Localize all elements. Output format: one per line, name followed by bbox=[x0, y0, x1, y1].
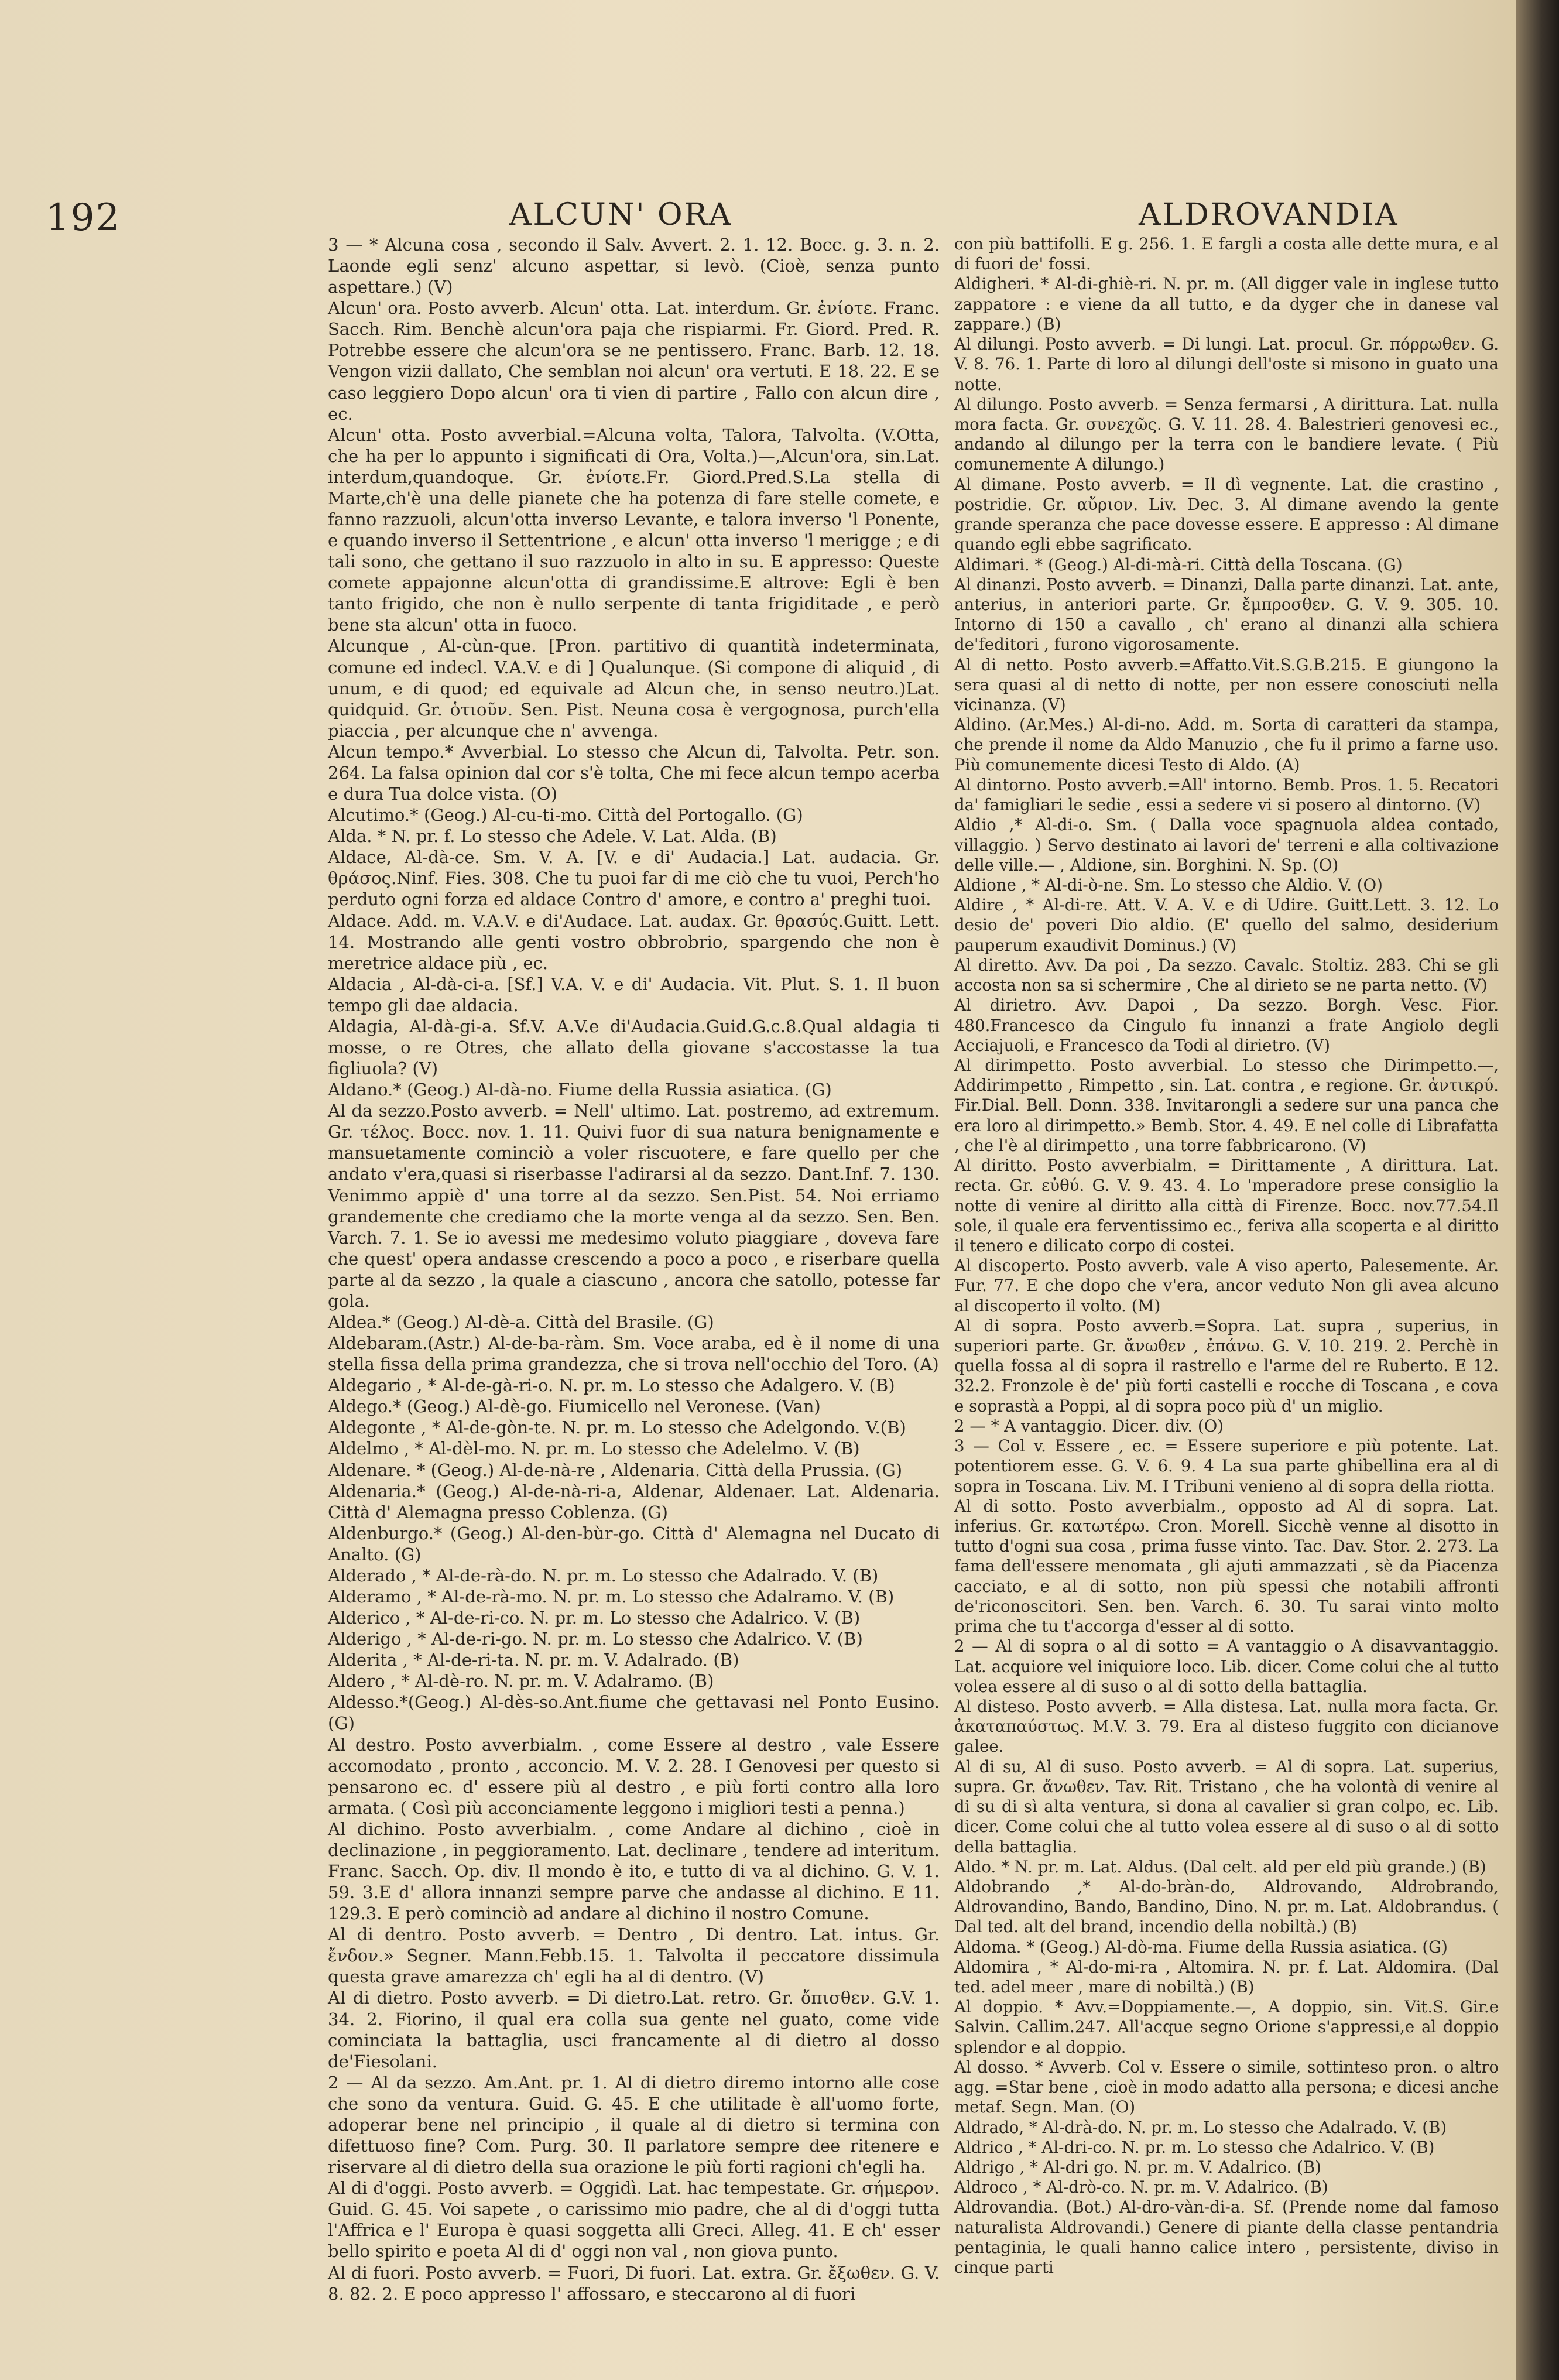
dictionary-entry: Alderigo , * Al-de-ri-go. N. pr. m. Lo stesso che Adalrico. V. (B) bbox=[328, 1629, 863, 1649]
dictionary-entry: con più battifolli. E g. 256. 1. E fargli a costa alle dette mura, e al di fuori de' fossi. bbox=[954, 234, 1499, 274]
dictionary-entry: Alcun' otta. Posto avverbial.=Alcuna volta, Talora, Talvolta. (V.Otta, che ha per lo appunto i significati di Ora, Volta.)—,Alcun'ora, sin.Lat. interdum,quandoque. Gr. ἐνίοτε.Fr. Giord.Pred.S.La stella di Marte,ch'è una delle pianete che ha potenza di fare stelle comete, e fanno razzuoli, alcun'otta inverso Levante, e talora inverso 'l Ponente, e quando inverso il Settentrione , e alcun' otta inverso 'l merigge ; e di tali sono, che gettano il suo razzuolo in alto in su. E appresso: Queste comete appajonne alcun'otta di grandissime.E altrove: Egli è ben tanto frigido, che non è nullo serpente di tanta frigiditade , e però bene sta alcun' otta in fuoco. bbox=[328, 424, 940, 635]
dictionary-entry: Aldo. * N. pr. m. Lat. Aldus. (Dal celt. ald per eld più grande.) (B) bbox=[954, 1857, 1486, 1876]
dictionary-entry: 2 — Al da sezzo. Am.Ant. pr. 1. Al di dietro diremo intorno alle cose che sono da ventura. Guid. G. 45. E che utilitade è all'uomo forte, adoperar bene nel principio , il quale al di dietro si termina con difettuoso fine? Com. Purg. 30. Il parlatore sempre dee ritenere e riservare al di dietro della sua orazione le più forti ragioni ch'egli ha. bbox=[328, 2072, 940, 2177]
dictionary-entry: 2 — * A vantaggio. Dicer. div. (O) bbox=[954, 1416, 1224, 1436]
running-header bbox=[0, 184, 1516, 239]
dictionary-entry: Al di d'oggi. Posto avverb. = Oggidì. Lat. hac tempestate. Gr. σήμερον. Guid. G. 45. Voi sapete , o carissimo mio padre, che al di d'oggi tutta l'Affrica e l' Europa è quasi soggetta alli Greci. Alleg. 41. E ch' esser bello spirito e poeta Al di d' oggi non val , non giova punto. bbox=[328, 2178, 940, 2262]
dictionary-entry: Al dirietro. Avv. Dapoi , Da sezzo. Borgh. Vesc. Fior. 480.Francesco da Cingulo fu innanzi a frate Angiolo degli Acciajuoli, e Francesco da Todi al dirietro. (V) bbox=[954, 995, 1499, 1055]
dictionary-entry: Al dilungo. Posto avverb. = Senza fermarsi , A dirittura. Lat. nulla mora facta. Gr. συνεχῶς. G. V. 11. 28. 4. Balestrieri genovesi ec., andando al dilungo per la terra con le bandiere levate. ( Più comunemente A dilungo.) bbox=[954, 394, 1499, 474]
dictionary-entry: Al diritto. Posto avverbialm. = Dirittamente , A dirittura. Lat. recta. Gr. εὐθύ. G. V. 9. 43. 4. Lo 'mperadore prese consiglio la notte di venire al diritto alla città di Firenze. Bocc. nov.77.54.Il sole, il quale era ferventissimo ec., feriva alla scoperta e al diritto il tenero e dilicato corpo di costei. bbox=[954, 1156, 1499, 1255]
dictionary-entry: Aldenare. * (Geog.) Al-de-nà-re , Aldenaria. Città della Prussia. (G) bbox=[328, 1460, 903, 1480]
dictionary-entry: Alcunque , Al-cùn-que. [Pron. partitivo di quantità indeterminata, comune ed indecl. V.A.V. e di ] Qualunque. (Si compone di aliquid , di unum, e di quod; ed equivale ad Alcun che, in senso neutro.)Lat. quidquid. Gr. ὁτιοῦν. Sen. Pist. Neuna cosa è vergognosa, purch'ella piaccia , per alcunque che n' avvenga. bbox=[328, 636, 940, 741]
dictionary-entry: Aldio ,* Al-di-o. Sm. ( Dalla voce spagnuola aldea contado, villaggio. ) Servo destinato ai lavori de' terreni e alla coltivazione delle ville.— , Aldione, sin. Borghini. N. Sp. (O) bbox=[954, 815, 1499, 875]
dictionary-entry: Alderamo , * Al-de-rà-mo. N. pr. m. Lo stesso che Adalramo. V. (B) bbox=[328, 1587, 895, 1607]
dictionary-entry: Al di sopra. Posto avverb.=Sopra. Lat. supra , superius, in superiori parte. Gr. ἄνωθεν , ἐπάνω. G. V. 10. 219. 2. Perchè in quella fossa al di sopra il rastrello e l'arme del re Ruberto. E 12. 32.2. Fronzole è de' più forti castelli e rocche di Toscana , e cova e soprastà a Poppi, al di sopra poco più d' un miglio. bbox=[954, 1316, 1499, 1416]
dictionary-entry: Aldrico , * Al-dri-co. N. pr. m. Lo stesso che Adalrico. V. (B) bbox=[954, 2137, 1435, 2157]
dictionary-entry: Al dosso. * Avverb. Col v. Essere o simile, sottinteso pron. o altro agg. =Star bene , cioè in modo adatto alla persona; e dicesi anche metaf. Segn. Man. (O) bbox=[954, 2057, 1499, 2117]
left-running-title: ALCUN' ORA bbox=[509, 197, 733, 232]
dictionary-entry: Al dichino. Posto avverbialm. , come Andare al dichino , cioè in declinazione , in peggioramento. Lat. declinare , tendere ad interitum. Franc. Sacch. Op. div. Il mondo è ito, e tutto di va al dichino. G. V. 1. 59. 3.E d' allora innanzi sempre parve che andasse al dichino. E 11. 129.3. E però cominciò ad andare al dichino il nostro Comune. bbox=[328, 1819, 940, 1924]
dictionary-entry: 2 — Al di sopra o al di sotto = A vantaggio o A disavvantaggio. Lat. acquiore vel iniquiore loco. Lib. dicer. Come colui che al tutto volea essere al di suso o al di sotto della battaglia. bbox=[954, 1636, 1499, 1696]
dictionary-entry: 3 — Col v. Essere , ec. = Essere superiore e più potente. Lat. potentiorem esse. G. V. 6. 9. 4 La sua parte ghibellina era al di sopra in Toscana. Liv. M. I Tribuni venieno al di sopra della riotta. bbox=[954, 1436, 1499, 1496]
dictionary-entry: Aldrado, * Al-drà-do. N. pr. m. Lo stesso che Adalrado. V. (B) bbox=[954, 2117, 1447, 2137]
dictionary-entry: Aldace. Add. m. V.A.V. e di'Audace. Lat. audax. Gr. θρασύς.Guitt. Lett. 14. Mostrando alle genti vostro obbrobrio, spargendo che non è meretrice aldace più , ec. bbox=[328, 910, 940, 973]
dictionary-entry: Alcun' ora. Posto avverb. Alcun' otta. Lat. interdum. Gr. ἐνίοτε. Franc. Sacch. Rim. Benchè alcun'ora paja che rispiarmi. Fr. Giord. Pred. R. Potrebbe essere che alcun'ora se ne pentissero. Franc. Barb. 12. 18. Vengon vizii dallato, Che semblan noi alcun' ora vertuti. E 18. 22. E se caso leggiero Dopo alcun' ora ti vien di partire , Fallo con alcun dire , ec. bbox=[328, 298, 940, 424]
dictionary-entry: Aldenburgo.* (Geog.) Al-den-bùr-go. Città d' Alemagna nel Ducato di Analto. (G) bbox=[328, 1523, 940, 1564]
dictionary-entry: Al di su, Al di suso. Posto avverb. = Al di sopra. Lat. superius, supra. Gr. ἄνωθεν. Tav. Rit. Tristano , che ha volontà di venire al di su di sì alta ventura, si dona al cavalier si gran colpo, ec. Lib. dicer. Come colui che al tutto volea essere al di suso o al di sotto della battaglia. bbox=[954, 1756, 1499, 1857]
dictionary-entry: Alderado , * Al-de-rà-do. N. pr. m. Lo stesso che Adalrado. V. (B) bbox=[328, 1565, 879, 1585]
dictionary-entry: Aldroco , * Al-drò-co. N. pr. m. V. Adalrico. (B) bbox=[954, 2177, 1328, 2197]
dictionary-entry: Aldegonte , * Al-de-gòn-te. N. pr. m. Lo stesso che Adelgondo. V.(B) bbox=[328, 1417, 906, 1438]
dictionary-entry: Al doppio. * Avv.=Doppiamente.—, A doppio, sin. Vit.S. Gir.e Salvin. Callim.247. All'acque segno Orione s'appressi,e al doppio splendor e al doppio. bbox=[954, 1997, 1499, 2057]
dictionary-entry: Al dilungi. Posto avverb. = Di lungi. Lat. procul. Gr. πόρρωθεν. G. V. 8. 76. 1. Parte di loro al dilungi dell'oste si misono in guato una notte. bbox=[954, 334, 1499, 394]
dictionary-entry: Aldero , * Al-dè-ro. N. pr. m. V. Adalramo. (B) bbox=[328, 1671, 714, 1691]
dictionary-entry: 3 — * Alcuna cosa , secondo il Salv. Avvert. 2. 1. 12. Bocc. g. 3. n. 2. Laonde egli senz' alcuno aspettar, si levò. (Cioè, senza punto aspettare.) (V) bbox=[328, 235, 940, 297]
dictionary-entry: Al dimane. Posto avverb. = Il dì vegnente. Lat. die crastino , postridie. Gr. αὔριον. Liv. Dec. 3. Al dimane avendo la gente grande speranza che pace dovesse essere. E appresso : Al dimane quando egli ebbe sagrificato. bbox=[954, 474, 1499, 554]
dictionary-entry: Al di netto. Posto avverb.=Affatto.Vit.S.G.B.215. E giungono la sera quasi al di netto di notte, per non essere conosciuti nella vicinanza. (V) bbox=[954, 655, 1499, 715]
dictionary-entry: Al disteso. Posto avverb. = Alla distesa. Lat. nulla mora facta. Gr. ἀκαταπαύστως. M.V. 3. 79. Era al disteso fuggito con dicianove galee. bbox=[954, 1696, 1499, 1756]
dictionary-entry: Aldelmo , * Al-dèl-mo. N. pr. m. Lo stesso che Adelelmo. V. (B) bbox=[328, 1439, 860, 1459]
dictionary-entry: Aldesso.*(Geog.) Al-dès-so.Ant.fiume che gettavasi nel Ponto Eusino.(G) bbox=[328, 1692, 940, 1734]
dictionary-entry: Aldrigo , * Al-dri go. N. pr. m. V. Adalrico. (B) bbox=[954, 2158, 1321, 2177]
dictionary-entry: Aldegario , * Al-de-gà-ri-o. N. pr. m. Lo stesso che Adalgero. V. (B) bbox=[328, 1375, 895, 1396]
dictionary-entry: Aldrovandia. (Bot.) Al-dro-vàn-di-a. Sf. (Prende nome dal famoso naturalista Aldrovandi.) Genere di piante della classe pentandria pentaginia, le quali hanno calice intero , persistente, diviso in cinque parti bbox=[954, 2197, 1499, 2278]
dictionary-entry: Aldea.* (Geog.) Al-dè-a. Città del Brasile. (G) bbox=[328, 1311, 714, 1332]
dictionary-entry: Aldione , * Al-di-ò-ne. Sm. Lo stesso che Aldio. V. (O) bbox=[954, 875, 1383, 895]
dictionary-entry: Aldigheri. * Al-di-ghiè-ri. N. pr. m. (All digger vale in inglese tutto zappatore : e viene da all tutto, e da dyger che in danese val zappare.) (B) bbox=[954, 274, 1499, 334]
dictionary-entry: Al di fuori. Posto avverb. = Fuori, Di fuori. Lat. extra. Gr. ἔξωθεν. G. V. 8. 82. 2. E poco appresso l' affossaro, e steccarono al di fuori bbox=[328, 2262, 940, 2304]
dictionary-entry: Al diretto. Avv. Da poi , Da sezzo. Cavalc. Stoltiz. 283. Chi se gli accosta non sa si schermire , Che al dirieto se ne parta netto. (V) bbox=[954, 955, 1499, 995]
dictionary-entry: Aldire , * Al-di-re. Att. V. A. V. e di Udire. Guitt.Lett. 3. 12. Lo desio de' poveri Dio aldio. (E' quello del salmo, desiderium pauperum exaudivit Dominus.) (V) bbox=[954, 895, 1499, 955]
page-number: 192 bbox=[46, 196, 121, 239]
dictionary-entry: Aldace, Al-dà-ce. Sm. V. A. [V. e di' Audacia.] Lat. audacia. Gr. θράσος.Ninf. Fies. 308. Che tu puoi far di me ciò che tu vuoi, Perch'ho perduto ogni forza ed aldace Contro d' amore, e contro a' preghi tuoi. bbox=[328, 847, 940, 910]
dictionary-entry: Alcun tempo.* Avverbial. Lo stesso che Alcun di, Talvolta. Petr. son. 264. La falsa opinion dal cor s'è tolta, Che mi fece alcun tempo acerba e dura Tua dolce vista. (O) bbox=[328, 741, 940, 804]
dictionary-entry: Aldenaria.* (Geog.) Al-de-nà-ri-a, Aldenar, Aldenaer. Lat. Aldenaria. Città d' Alemagna presso Coblenza. (G) bbox=[328, 1481, 940, 1522]
dictionary-entry: Al dinanzi. Posto avverb. = Dinanzi, Dalla parte dinanzi. Lat. ante, anterius, in anteriori parte. Gr. ἔμπροσθεν. G. V. 9. 305. 10. Intorno di 150 a cavallo , ch' erano al dinanzi alla schiera de'feditori , furono vigorosamente. bbox=[954, 574, 1499, 655]
dictionary-entry: Aldagia, Al-dà-gi-a. Sf.V. A.V.e di'Audacia.Guid.G.c.8.Qual aldagia ti mosse, o re Otres, che allato della giovane s'accostasse la tua figliuola? (V) bbox=[328, 1016, 940, 1079]
dictionary-entry: Aldano.* (Geog.) Al-dà-no. Fiume della Russia asiatica. (G) bbox=[328, 1080, 832, 1100]
dictionary-entry: Aldacia , Al-dà-ci-a. [Sf.] V.A. V. e di' Audacia. Vit. Plut. S. 1. Il buon tempo gli dae aldacia. bbox=[328, 974, 940, 1015]
book-page-edge bbox=[1516, 0, 1559, 2380]
dictionary-entry: Al discoperto. Posto avverb. vale A viso aperto, Palesemente. Ar. Fur. 77. E che dopo che v'era, ancor veduto Non gli avea alcuno al discoperto il volto. (M) bbox=[954, 1256, 1499, 1316]
dictionary-entry: Alderita , * Al-de-ri-ta. N. pr. m. V. Adalrado. (B) bbox=[328, 1650, 739, 1670]
dictionary-entry: Aldego.* (Geog.) Al-dè-go. Fiumicello nel Veronese. (Van) bbox=[328, 1396, 821, 1417]
dictionary-entry: Aldebaram.(Astr.) Al-de-ba-ràm. Sm. Voce araba, ed è il nome di una stella fissa della prima grandezza, che si trova nell'occhio del Toro. (A) bbox=[328, 1333, 940, 1375]
right-column bbox=[954, 234, 1499, 2278]
dictionary-entry: Aldimari. * (Geog.) Al-di-mà-ri. Città della Toscana. (G) bbox=[954, 554, 1403, 574]
dictionary-entry: Aldomira , * Al-do-mi-ra , Altomira. N. pr. f. Lat. Aldomira. (Dal ted. adel meer , mare di nobiltà.) (B) bbox=[954, 1957, 1499, 1997]
left-column bbox=[328, 234, 940, 2304]
dictionary-entry: Al destro. Posto avverbialm. , come Essere al destro , vale Essere accomodato , pronto , acconcio. M. V. 2. 28. I Genovesi per questo si pensarono ec. d' essere più al destro , e più forti contro alla loro armata. ( Così più acconciamente leggono i migliori testi a penna.) bbox=[328, 1734, 940, 1818]
dictionary-entry: Alderico , * Al-de-ri-co. N. pr. m. Lo stesso che Adalrico. V. (B) bbox=[328, 1608, 861, 1628]
dictionary-entry: Al dintorno. Posto avverb.=All' intorno. Bemb. Pros. 1. 5. Recatori da' famigliari le sedie , essi a sedere vi si posero al dintorno. (V) bbox=[954, 775, 1499, 815]
dictionary-entry: Aldino. (Ar.Mes.) Al-di-no. Add. m. Sorta di caratteri da stampa, che prende il nome da Aldo Manuzio , che fu il primo a farne uso. Più comunemente dicesi Testo di Aldo. (A) bbox=[954, 715, 1499, 775]
dictionary-entry: Aldobrando ,* Al-do-bràn-do, Aldrovando, Aldrobrando, Aldrovandino, Bando, Bandino, Dino. N. pr. m. Lat. Aldobrandus. ( Dal ted. alt del brand, incendio della nobiltà.) (B) bbox=[954, 1876, 1499, 1937]
dictionary-entry: Al dirimpetto. Posto avverbial. Lo stesso che Dirimpetto.—, Addirimpetto , Rimpetto , sin. Lat. contra , e regione. Gr. ἀντικρύ. Fir.Dial. Bell. Donn. 338. Invitarongli a sedere sur una panca che era loro al dirimpetto.» Bemb. Stor. 4. 49. E nel colle di Librafatta , che l'è al dirimpetto , una torre fabbricarono. (V) bbox=[954, 1055, 1499, 1155]
dictionary-entry: Al di dietro. Posto avverb. = Di dietro.Lat. retro. Gr. ὄπισθεν. G.V. 1. 34. 2. Fiorino, il qual era colla sua gente nel guato, come vide cominciata la battaglia, usci francamente al di dietro al dosso de'Fiesolani. bbox=[328, 1988, 940, 2071]
right-running-title: ALDROVANDIA bbox=[1139, 197, 1399, 232]
dictionary-entry: Al di sotto. Posto avverbialm., opposto ad Al di sopra. Lat. inferius. Gr. κατωτέρω. Cron. Morell. Sicchè venne al disotto in tutto d'ogni sua cosa , prima fusse vinto. Tac. Dav. Stor. 2. 273. La fama dell'essere menomata , gli ajuti ammazzati , sè da Piacenza cacciato, e al di sotto, non più spessi che notabili affronti de'riconoscitori. Sen. ben. Varch. 6. 30. Tu sarai vinto molto prima che tu t'accorga d'esser al di sotto. bbox=[954, 1496, 1499, 1636]
dictionary-entry: Alda. * N. pr. f. Lo stesso che Adele. V. Lat. Alda. (B) bbox=[328, 826, 777, 847]
dictionary-entry: Al da sezzo.Posto avverb. = Nell' ultimo. Lat. postremo, ad extremum. Gr. τέλος. Bocc. nov. 1. 11. Quivi fuor di sua natura benignamente e mansuetamente cominciò a voler riscuotere, e fare quello per che andato v'era,quasi si riserbasse l'adirarsi al da sezzo. Dant.Inf. 7. 130. Venimmo appiè d' una torre al da sezzo. Sen.Pist. 54. Noi erriamo grandemente che crediamo che la morte venga al da sezzo. Sen. Ben. Varch. 7. 1. Se io avessi me medesimo voluto piaggiare , doveva fare che quest' opera andasse crescendo a poco a poco , e riserbare quella parte al da sezzo , la quale a ciascuno , ancora che satollo, potesse far gola. bbox=[328, 1101, 940, 1311]
dictionary-entry: Al di dentro. Posto avverb. = Dentro , Di dentro. Lat. intus. Gr. ἔνδον.» Segner. Mann.Febb.15. 1. Talvolta il peccatore dissimula questa grave amarezza ch' egli ha al di dentro. (V) bbox=[328, 1924, 940, 1987]
dictionary-entry: Alcutimo.* (Geog.) Al-cu-ti-mo. Città del Portogallo. (G) bbox=[328, 805, 803, 826]
dictionary-entry: Aldoma. * (Geog.) Al-dò-ma. Fiume della Russia asiatica. (G) bbox=[954, 1937, 1448, 1957]
